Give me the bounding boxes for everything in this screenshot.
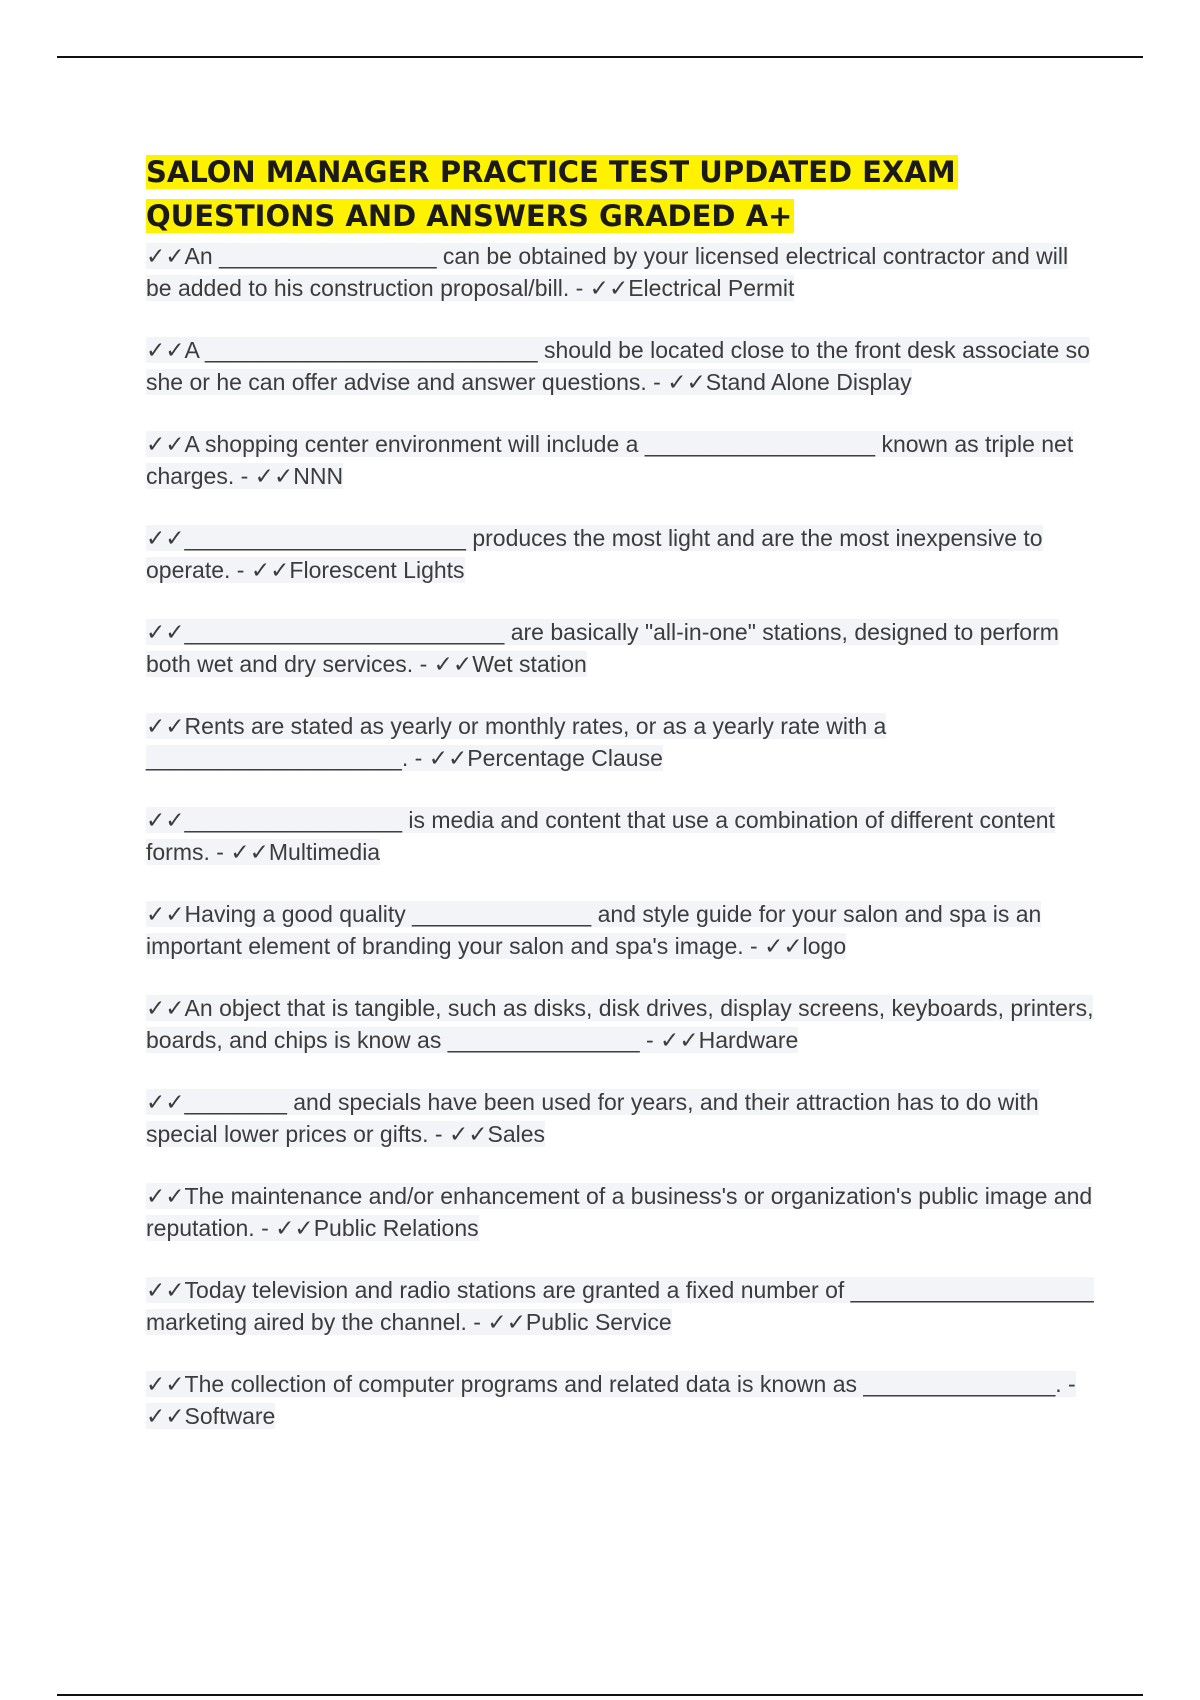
question-body: An object that is tangible, such as disks, disk drives, display screens, keyboards, printers, boards, and chips is know as _______________ <box>146 995 1094 1053</box>
answer-text <box>660 1027 798 1053</box>
answer-body: NNN <box>293 463 344 489</box>
qa-item <box>146 334 1096 398</box>
question-body: A __________________________ should be located close to the front desk associate so she or he can offer advise and answer questions. <box>146 337 1090 395</box>
answer-separator: - <box>646 369 668 395</box>
double-check-icon: ✓✓ <box>146 1089 185 1115</box>
question-body: _________________________ are basically "all-in-one" stations, designed to perform both wet and dry services. <box>146 619 1059 677</box>
answer-text <box>449 1121 545 1147</box>
double-check-icon: ✓✓ <box>667 369 706 395</box>
question-body: ______________________ produces the most light and are the most inexpensive to operate. <box>146 525 1043 583</box>
answer-body: Wet station <box>472 651 587 677</box>
double-check-icon: ✓✓ <box>487 1309 526 1335</box>
answer-body: Hardware <box>698 1027 799 1053</box>
double-check-icon: ✓✓ <box>660 1027 699 1053</box>
qa-item <box>146 804 1096 868</box>
answer-body: Public Service <box>525 1309 672 1335</box>
question-body: Rents are stated as yearly or monthly rates, or as a yearly rate with a ____________________. <box>146 713 887 771</box>
double-check-icon: ✓✓ <box>146 619 185 645</box>
question-text <box>146 995 1093 1053</box>
double-check-icon: ✓✓ <box>275 1215 314 1241</box>
question-body: The maintenance and/or enhancement of a business's or organization's public image and reputation. <box>146 1183 1093 1241</box>
double-check-icon: ✓✓ <box>146 337 185 363</box>
answer-text <box>667 369 911 395</box>
answer-separator: - <box>569 275 590 301</box>
answer-text <box>590 275 795 301</box>
double-check-icon: ✓✓ <box>428 745 468 771</box>
answer-separator: - <box>408 745 429 771</box>
answer-body: Public Relations <box>313 1215 479 1241</box>
qa-item <box>146 992 1096 1056</box>
question-text <box>146 1371 1062 1397</box>
question-text <box>146 1089 1039 1147</box>
qa-item <box>146 710 1096 774</box>
answer-separator: - <box>743 933 765 959</box>
answer-body: Multimedia <box>268 839 381 865</box>
question-body: ________ and specials have been used for years, and their attraction has to do with special lower prices or gifts. <box>146 1089 1039 1147</box>
answer-body: logo <box>802 933 847 959</box>
question-text <box>146 901 1041 959</box>
question-body: Today television and radio stations are granted a fixed number of ___________________ marketing aired by the channel. <box>146 1277 1094 1335</box>
qa-item <box>146 240 1096 304</box>
double-check-icon: ✓✓ <box>146 1371 185 1397</box>
answer-text <box>255 463 343 489</box>
document-title <box>146 150 1096 238</box>
top-rule <box>57 56 1143 58</box>
double-check-icon: ✓✓ <box>146 995 185 1021</box>
answer-text <box>251 557 465 583</box>
double-check-icon: ✓✓ <box>146 713 185 739</box>
title-line-1: SALON MANAGER PRACTICE TEST UPDATED EXAM <box>146 155 956 189</box>
document-body <box>146 150 1096 1462</box>
double-check-icon: ✓✓ <box>146 1277 185 1303</box>
answer-body: Percentage Clause <box>467 745 663 771</box>
bottom-rule <box>57 1694 1143 1696</box>
question-text <box>146 619 1059 677</box>
double-check-icon: ✓✓ <box>146 431 185 457</box>
answer-separator: - <box>230 557 251 583</box>
answer-text <box>146 1403 275 1429</box>
answer-separator: - <box>466 1309 488 1335</box>
question-body: A shopping center environment will include a __________________ known as triple net charges. <box>146 431 1074 489</box>
qa-list <box>146 240 1096 1432</box>
qa-item <box>146 1180 1096 1244</box>
answer-body: Florescent Lights <box>289 557 465 583</box>
double-check-icon: ✓✓ <box>146 243 185 269</box>
double-check-icon: ✓✓ <box>250 557 290 583</box>
double-check-icon: ✓✓ <box>254 463 294 489</box>
double-check-icon: ✓✓ <box>433 651 473 677</box>
double-check-icon: ✓✓ <box>589 275 629 301</box>
double-check-icon: ✓✓ <box>448 1121 488 1147</box>
qa-item <box>146 1274 1096 1338</box>
question-text <box>146 337 1090 395</box>
answer-separator: - <box>428 1121 449 1147</box>
question-body: Having a good quality ______________ and style guide for your salon and spa is an important element of branding your salon and spa's image. <box>146 901 1042 959</box>
qa-item <box>146 1368 1096 1432</box>
answer-separator: - <box>639 1027 661 1053</box>
title-line-2: QUESTIONS AND ANSWERS GRADED A+ <box>146 199 793 233</box>
double-check-icon: ✓✓ <box>146 901 185 927</box>
answer-text <box>429 745 663 771</box>
answer-body: Sales <box>487 1121 546 1147</box>
question-body: _________________ is media and content that use a combination of different content forms. <box>146 807 1055 865</box>
answer-separator: - <box>1061 1371 1076 1397</box>
answer-text <box>434 651 587 677</box>
qa-item <box>146 1086 1096 1150</box>
answer-text <box>487 1309 671 1335</box>
answer-text <box>230 839 380 865</box>
qa-item <box>146 898 1096 962</box>
double-check-icon: ✓✓ <box>146 525 185 551</box>
answer-text <box>764 933 846 959</box>
double-check-icon: ✓✓ <box>764 933 803 959</box>
double-check-icon: ✓✓ <box>146 1183 185 1209</box>
answer-text <box>275 1215 478 1241</box>
qa-item <box>146 522 1096 586</box>
double-check-icon: ✓✓ <box>146 807 185 833</box>
answer-separator: - <box>254 1215 276 1241</box>
qa-item <box>146 616 1096 680</box>
answer-body: Electrical Permit <box>628 275 795 301</box>
double-check-icon: ✓✓ <box>146 1403 185 1429</box>
answer-body: Stand Alone Display <box>705 369 912 395</box>
answer-separator: - <box>413 651 434 677</box>
question-body: The collection of computer programs and related data is known as _______________. <box>184 1371 1062 1397</box>
qa-item <box>146 428 1096 492</box>
question-body: An _________________ can be obtained by your licensed electrical contractor and will be added to his construction proposal/bill. <box>146 243 1069 301</box>
answer-separator: - <box>234 463 255 489</box>
double-check-icon: ✓✓ <box>230 839 269 865</box>
answer-separator: - <box>209 839 231 865</box>
answer-body: Software <box>184 1403 276 1429</box>
